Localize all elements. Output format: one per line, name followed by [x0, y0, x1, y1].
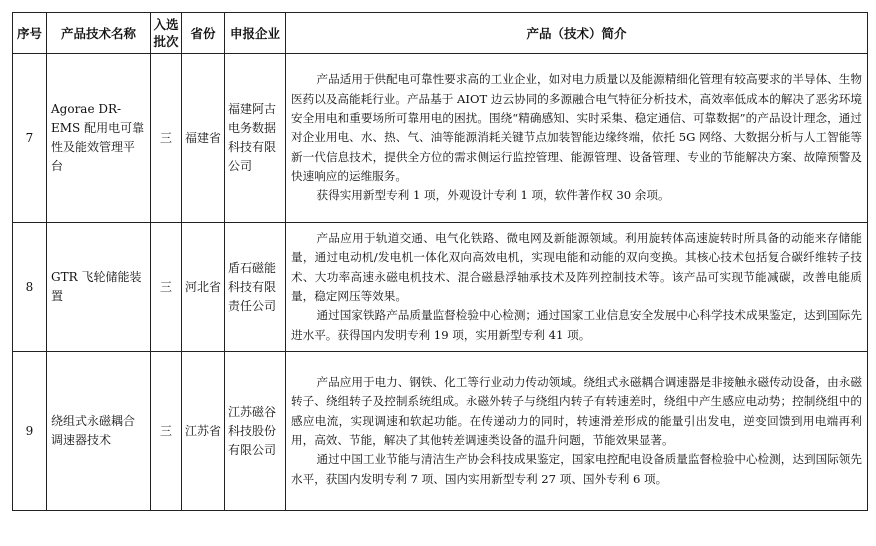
cell-name: GTR 飞轮储能装置	[47, 223, 151, 352]
header-name: 产品技术名称	[47, 13, 151, 54]
cell-province: 江苏省	[182, 352, 225, 511]
cell-name: Agorae DR-EMS 配用电可靠性及能效管理平台	[47, 54, 151, 223]
cell-name: 绕组式永磁耦合调速器技术	[47, 352, 151, 511]
cell-company: 福建阿古电务数据科技有限公司	[225, 54, 286, 223]
cell-batch: 三	[151, 54, 182, 223]
intro-paragraph: 通过国家铁路产品质量监督检验中心检测；通过国家工业信息安全发展中心科学技术成果鉴定，达到国际先进水平。获得国内发明专利 19 项，实用新型专利 41 项。	[291, 308, 862, 342]
cell-intro	[286, 54, 868, 223]
cell-seq: 8	[13, 223, 47, 352]
header-batch: 入选批次	[151, 13, 182, 54]
cell-company: 江苏磁谷科技股份有限公司	[225, 352, 286, 511]
cell-intro	[286, 223, 868, 352]
table-header-row	[13, 13, 868, 54]
cell-company: 盾石磁能科技有限责任公司	[225, 223, 286, 352]
intro-paragraph: 产品应用于电力、钢铁、化工等行业动力传动领域。绕组式永磁耦合调速器是非接触永磁传动设备，由永磁转子、绕组转子及控制系统组成。永磁外转子与绕组内转子有转速差时，绕组中产生感应电动势；控制绕组中的感应电流，实现调速和软起功能。在传递动力的同时，转速滑差形成的能量引出发电，逆变回馈到用电端再利用，高效、节能，解决了其他转差调速类设备的温升问题，节能效果显著。	[291, 375, 862, 447]
table-row	[13, 352, 868, 511]
intro-paragraph: 产品应用于轨道交通、电气化铁路、微电网及新能源领域。利用旋转体高速旋转时所具备的动能来存储能量，通过电动机/发电机一体化双向高效电机，实现电能和动能的双向变换。其核心技术包括复合碳纤维转子技术、大功率高速永磁电机技术、混合磁悬浮轴承技术及阵列控制技术等。该产品可实现节能减碳，改善电能质量，稳定网压等效果。	[291, 231, 862, 303]
table-row	[13, 223, 868, 352]
cell-province: 福建省	[182, 54, 225, 223]
cell-intro	[286, 352, 868, 511]
cell-batch: 三	[151, 223, 182, 352]
cell-batch: 三	[151, 352, 182, 511]
intro-paragraph: 通过中国工业节能与清洁生产协会科技成果鉴定，国家电控配电设备质量监督检验中心检测，达到国际领先水平，获国内发明专利 7 项、国内实用新型专利 27 项、国外专利 6 项。	[291, 452, 862, 486]
cell-province: 河北省	[182, 223, 225, 352]
intro-paragraph: 产品适用于供配电可靠性要求高的工业企业，如对电力质量以及能源精细化管理有较高要求的半导体、生物医药以及高能耗行业。产品基于 AIOT 边云协同的多源融合电气特征分析技术，高效率低成本的解决了恶劣环境安全用电和重要场所可靠用电的困扰。围绕“精确感知、实时采集、稳定通信、可靠数据”的产品设计理念，通过对企业用电、水、热、气、油等能源消耗关键节点加装智能边缘终端，依托 5G 网络、大数据分析与人工智能等新一代信息技术，提供全方位的需求侧运行监控管理、能源管理、设备管理、专业的节能解决方案、故障预警及快速响应的运维服务。	[291, 72, 862, 183]
intro-paragraph: 获得实用新型专利 1 项，外观设计专利 1 项，软件著作权 30 余项。	[316, 188, 670, 203]
header-seq: 序号	[13, 13, 47, 54]
header-province: 省份	[182, 13, 225, 54]
header-intro: 产品（技术）简介	[286, 13, 868, 54]
table-row	[13, 54, 868, 223]
cell-seq: 7	[13, 54, 47, 223]
cell-seq: 9	[13, 352, 47, 511]
header-company: 申报企业	[225, 13, 286, 54]
product-technology-table	[12, 12, 868, 511]
